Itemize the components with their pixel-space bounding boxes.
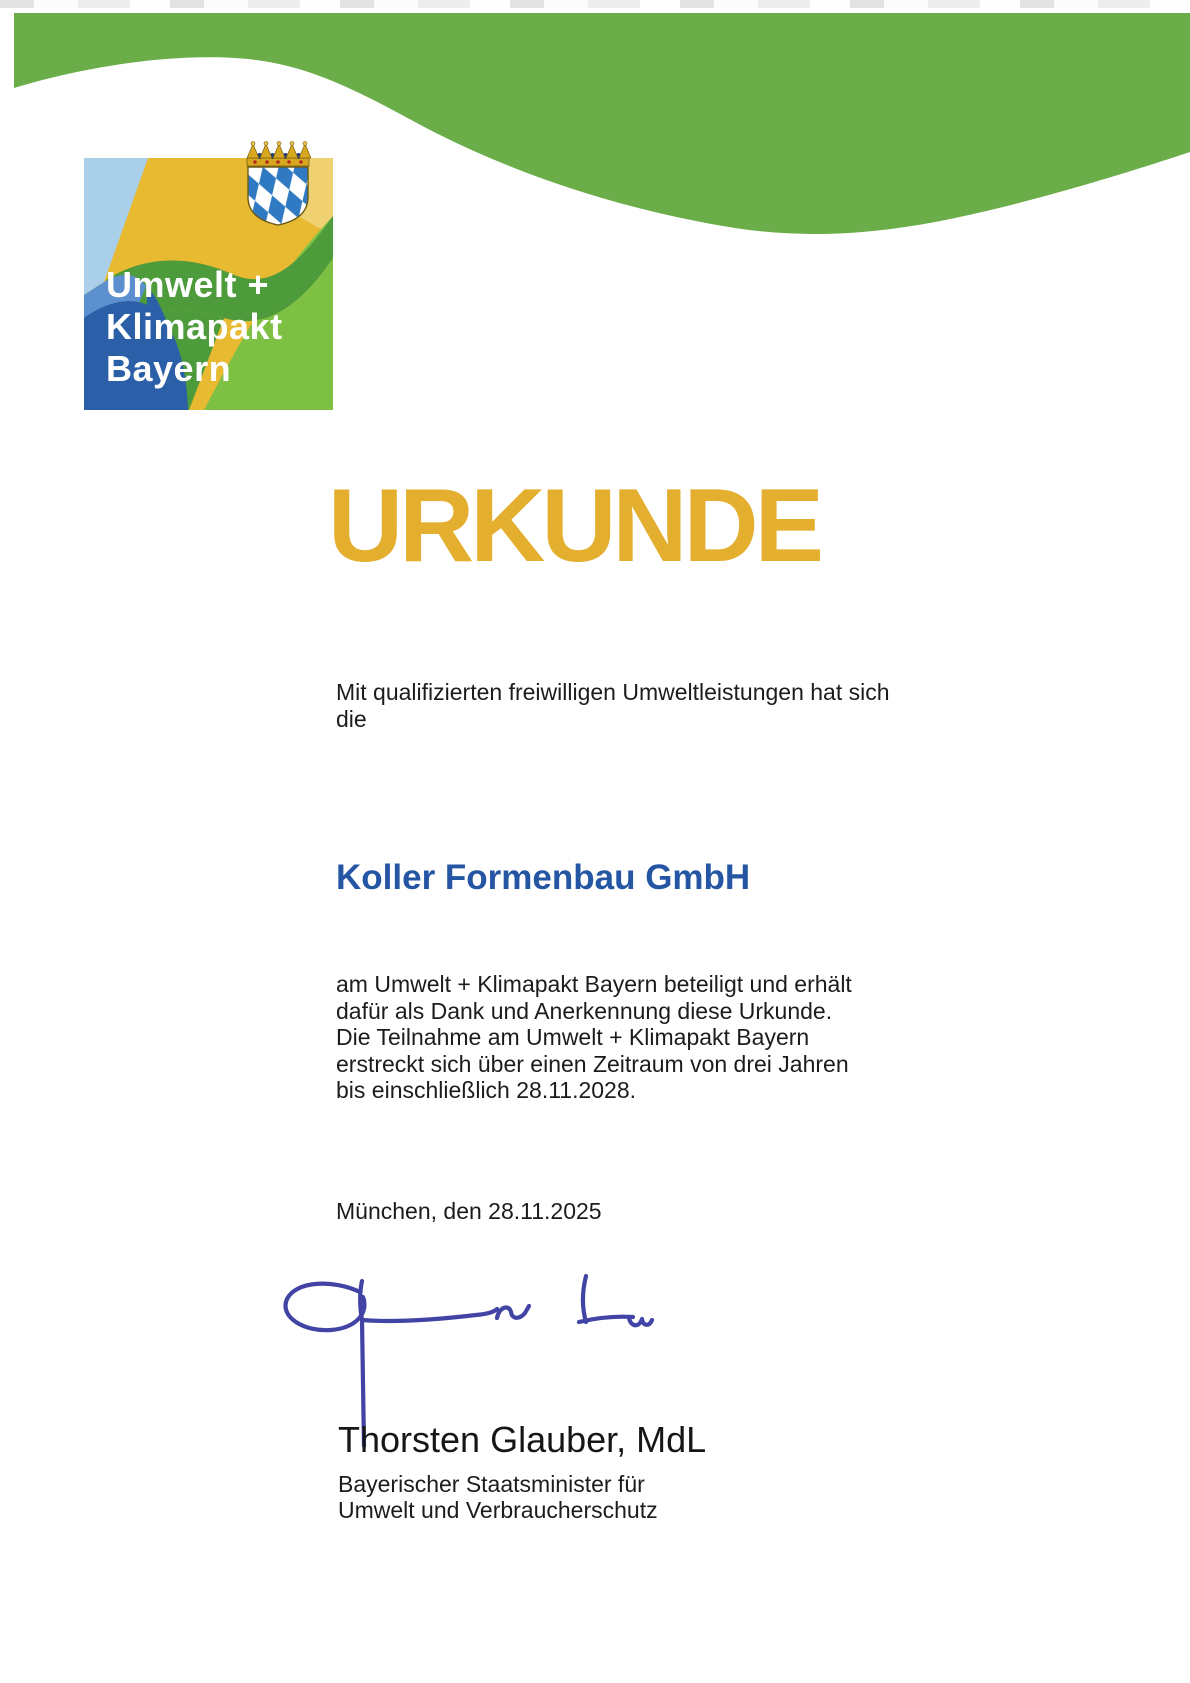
intro-line-1: Mit qualifizierten freiwilligen Umweltleistungen hat sich	[336, 679, 890, 705]
recipient-name: Koller Formenbau GmbH	[336, 858, 751, 897]
body-line-5: bis einschließlich 28.11.2028.	[336, 1077, 637, 1103]
body-line-2: dafür als Dank und Anerkennung diese Urkunde.	[336, 997, 833, 1024]
intro-line-2: die	[336, 705, 367, 732]
body-line-4: erstreckt sich über einen Zeitraum von drei Jahren	[336, 1050, 849, 1077]
body-line-1: am Umwelt + Klimapakt Bayern beteiligt und erhält	[336, 971, 852, 997]
signer-title-line-2: Umwelt und Verbraucherschutz	[338, 1497, 658, 1523]
signer-name: Thorsten Glauber, MdL	[338, 1419, 707, 1460]
body-line-3: Die Teilnahme am Umwelt + Klimapakt Bayern	[336, 1024, 810, 1050]
place-date-line: München, den 28.11.2025	[336, 1198, 602, 1224]
signer-title	[338, 1471, 658, 1523]
signer-title-line-1: Bayerischer Staatsminister für	[338, 1471, 645, 1497]
certificate-title: URKUNDE	[328, 468, 820, 584]
logo-line-1: Umwelt +	[106, 264, 270, 305]
logo-line-2: Klimapakt	[106, 306, 283, 347]
logo-line-3: Bayern	[106, 348, 232, 389]
